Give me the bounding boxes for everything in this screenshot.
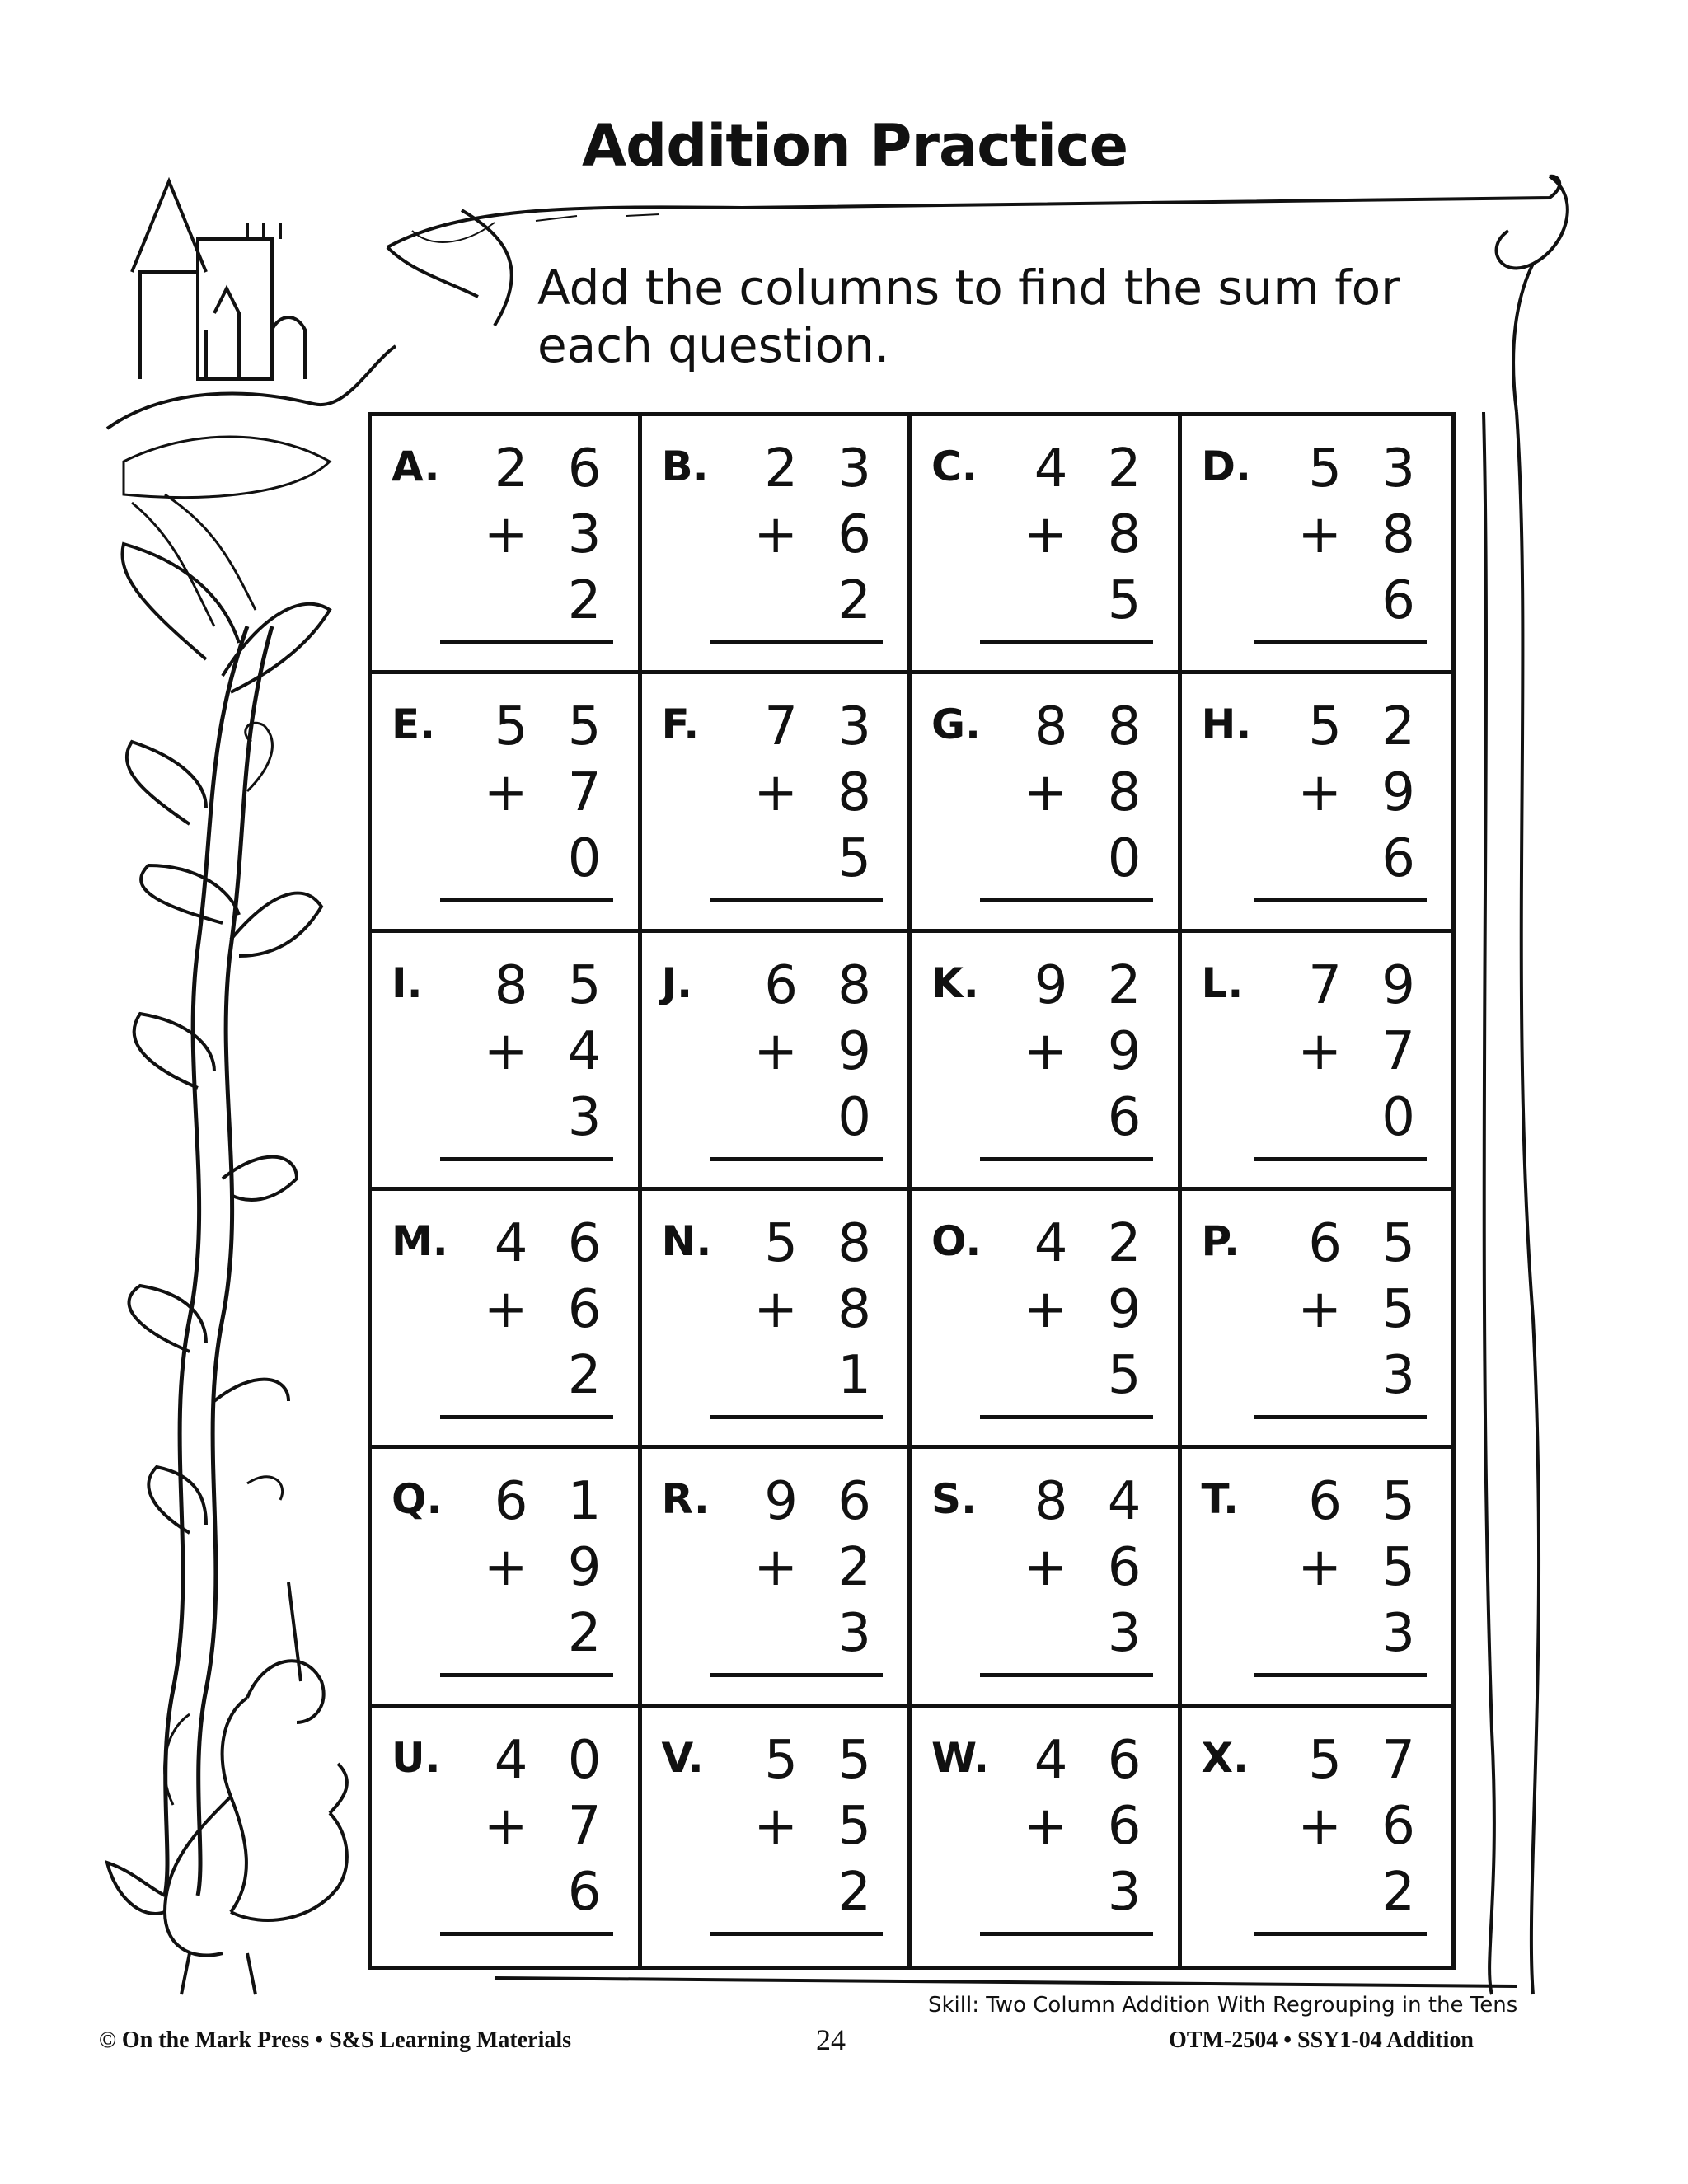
problem-cell <box>642 416 912 674</box>
problem-top-number: 4 0 <box>494 1729 613 1791</box>
problem-cell <box>642 674 912 932</box>
problem-bottom-number: + 6 2 <box>753 504 883 631</box>
problem-cell <box>372 1708 642 1966</box>
castle-icon <box>107 181 396 626</box>
problem-letter: L. <box>1201 958 1244 1007</box>
answer-line <box>1254 1157 1427 1161</box>
problem-letter: E. <box>392 701 436 749</box>
problem-cell <box>372 933 642 1191</box>
problem-bottom-number: + 4 3 <box>483 1020 613 1148</box>
answer-line <box>440 1932 613 1936</box>
answer-line <box>440 1673 613 1677</box>
problem-top-number: 6 5 <box>1308 1471 1427 1533</box>
problem-bottom-number: + 8 1 <box>753 1279 883 1406</box>
problem-sum <box>980 953 1153 1161</box>
problem-top-number: 5 2 <box>1308 696 1427 758</box>
problem-top-number: 9 2 <box>1034 954 1153 1016</box>
problem-bottom-number: + 7 6 <box>483 1795 613 1923</box>
problem-bottom-number: + 5 3 <box>1297 1537 1427 1665</box>
problem-bottom-number: + 8 6 <box>1297 504 1427 631</box>
problem-cell <box>1182 1191 1452 1449</box>
problem-top-number: 8 4 <box>1034 1471 1153 1533</box>
problem-bottom-number: + 5 3 <box>1297 1279 1427 1406</box>
problem-letter: H. <box>1201 701 1252 749</box>
skill-note: Skill: Two Column Addition With Regrouping in the Tens <box>928 1993 1518 2018</box>
problem-cell <box>1182 674 1452 932</box>
problem-bottom-number: + 6 3 <box>1023 1537 1153 1665</box>
problem-sum <box>710 953 883 1161</box>
problem-cell <box>1182 1449 1452 1707</box>
problem-letter: I. <box>392 958 423 1007</box>
answer-line <box>1254 1415 1427 1419</box>
problem-cell <box>912 1191 1182 1449</box>
problem-sum <box>440 1469 613 1677</box>
problem-top-number: 5 7 <box>1308 1729 1427 1791</box>
problem-letter: J. <box>661 958 693 1007</box>
answer-line <box>710 640 883 644</box>
problem-cell <box>642 1708 912 1966</box>
beanstalk-icon <box>122 544 330 1896</box>
problem-bottom-number: + 3 2 <box>483 504 613 631</box>
answer-line <box>1254 898 1427 902</box>
copyright: © On the Mark Press • S&S Learning Materials <box>99 2027 572 2053</box>
problem-letter: V. <box>661 1733 704 1782</box>
answer-line <box>980 1415 1153 1419</box>
problem-letter: M. <box>392 1217 448 1265</box>
problem-cell <box>372 1449 642 1707</box>
problem-bottom-number: + 9 0 <box>753 1020 883 1148</box>
problem-letter: X. <box>1201 1733 1250 1782</box>
problem-sum <box>980 1469 1153 1677</box>
problem-sum <box>440 1727 613 1936</box>
problem-cell <box>912 416 1182 674</box>
problem-letter: K. <box>931 958 979 1007</box>
answer-line <box>440 1157 613 1161</box>
problem-sum <box>440 694 613 902</box>
problem-top-number: 5 3 <box>1308 438 1427 499</box>
problem-top-number: 4 2 <box>1034 1213 1153 1274</box>
problem-letter: T. <box>1201 1475 1240 1524</box>
problem-bottom-number: + 8 5 <box>753 762 883 890</box>
problem-bottom-number: + 9 6 <box>1297 762 1427 890</box>
problem-letter: U. <box>392 1733 441 1782</box>
problem-grid <box>368 412 1456 1970</box>
problem-bottom-number: + 6 2 <box>483 1279 613 1406</box>
problem-bottom-number: + 5 2 <box>753 1795 883 1923</box>
problem-bottom-number: + 9 6 <box>1023 1020 1153 1148</box>
problem-cell <box>372 1191 642 1449</box>
problem-letter: F. <box>661 701 700 749</box>
problem-letter: G. <box>931 701 982 749</box>
answer-line <box>440 640 613 644</box>
problem-top-number: 6 8 <box>764 954 883 1016</box>
problem-top-number: 5 5 <box>764 1729 883 1791</box>
problem-letter: D. <box>1201 443 1251 490</box>
problem-cell <box>372 674 642 932</box>
problem-letter: R. <box>661 1475 710 1524</box>
problem-cell <box>372 416 642 674</box>
problem-sum <box>1254 1469 1427 1677</box>
problem-cell <box>912 674 1182 932</box>
problem-sum <box>710 694 883 902</box>
problem-top-number: 4 6 <box>494 1213 613 1274</box>
problem-bottom-number: + 7 0 <box>483 762 613 890</box>
problem-cell <box>1182 1708 1452 1966</box>
problem-sum <box>440 1211 613 1419</box>
problem-top-number: 6 5 <box>1308 1213 1427 1274</box>
problem-bottom-number: + 8 5 <box>1023 504 1153 631</box>
answer-line <box>710 1415 883 1419</box>
answer-line <box>980 640 1153 644</box>
problem-top-number: 7 9 <box>1308 954 1427 1016</box>
problem-sum <box>710 436 883 644</box>
problem-top-number: 7 3 <box>764 696 883 758</box>
problem-letter: O. <box>931 1217 982 1265</box>
answer-line <box>710 1673 883 1677</box>
problem-sum <box>440 436 613 644</box>
problem-sum <box>980 436 1153 644</box>
problem-sum <box>710 1211 883 1419</box>
problem-cell <box>642 933 912 1191</box>
problem-bottom-number: + 9 5 <box>1023 1279 1153 1406</box>
answer-line <box>710 1932 883 1936</box>
unicorn-icon <box>107 1582 347 1994</box>
problem-bottom-number: + 2 3 <box>753 1537 883 1665</box>
problem-cell <box>642 1449 912 1707</box>
problem-top-number: 2 3 <box>764 438 883 499</box>
problem-top-number: 6 1 <box>494 1471 613 1533</box>
problem-cell <box>1182 416 1452 674</box>
problem-sum <box>1254 1727 1427 1936</box>
answer-line <box>710 898 883 902</box>
problem-top-number: 4 2 <box>1034 438 1153 499</box>
answer-line <box>440 1415 613 1419</box>
problem-cell <box>912 933 1182 1191</box>
answer-line <box>1254 1932 1427 1936</box>
problem-bottom-number: + 7 0 <box>1297 1020 1427 1148</box>
problem-sum <box>1254 1211 1427 1419</box>
problem-top-number: 4 6 <box>1034 1729 1153 1791</box>
answer-line <box>980 1673 1153 1677</box>
problem-letter: P. <box>1201 1217 1240 1265</box>
problem-sum <box>440 953 613 1161</box>
problem-bottom-number: + 8 0 <box>1023 762 1153 890</box>
answer-line <box>980 1932 1153 1936</box>
problem-letter: B. <box>661 443 709 490</box>
problem-sum <box>710 1469 883 1677</box>
problem-sum <box>1254 694 1427 902</box>
problem-top-number: 5 8 <box>764 1213 883 1274</box>
problem-top-number: 8 5 <box>494 954 613 1016</box>
instructions: Add the columns to find the sum for each question. <box>537 260 1401 373</box>
problem-letter: A. <box>392 443 440 490</box>
answer-line <box>980 1157 1153 1161</box>
problem-letter: N. <box>661 1217 712 1265</box>
page-number: 24 <box>816 2023 846 2056</box>
answer-line <box>710 1157 883 1161</box>
problem-cell <box>642 1191 912 1449</box>
problem-top-number: 2 6 <box>494 438 613 499</box>
problem-bottom-number: + 6 2 <box>1297 1795 1427 1923</box>
problem-sum <box>1254 953 1427 1161</box>
book-code: OTM-2504 • SSY1-04 Addition <box>1169 2027 1474 2053</box>
answer-line <box>440 898 613 902</box>
answer-line <box>1254 1673 1427 1677</box>
problem-bottom-number: + 6 3 <box>1023 1795 1153 1923</box>
problem-letter: C. <box>931 443 978 490</box>
problem-sum <box>980 1211 1153 1419</box>
problem-letter: W. <box>931 1733 990 1782</box>
answer-line <box>1254 640 1427 644</box>
problem-sum <box>980 694 1153 902</box>
problem-cell <box>1182 933 1452 1191</box>
problem-letter: Q. <box>392 1475 443 1524</box>
answer-line <box>980 898 1153 902</box>
problem-top-number: 8 8 <box>1034 696 1153 758</box>
problem-cell <box>912 1708 1182 1966</box>
problem-cell <box>912 1449 1182 1707</box>
problem-top-number: 5 5 <box>494 696 613 758</box>
problem-letter: S. <box>931 1475 978 1524</box>
problem-bottom-number: + 9 2 <box>483 1537 613 1665</box>
problem-sum <box>710 1727 883 1936</box>
page-title: Addition Practice <box>582 112 1128 180</box>
problem-sum <box>980 1727 1153 1936</box>
problem-sum <box>1254 436 1427 644</box>
problem-top-number: 9 6 <box>764 1471 883 1533</box>
